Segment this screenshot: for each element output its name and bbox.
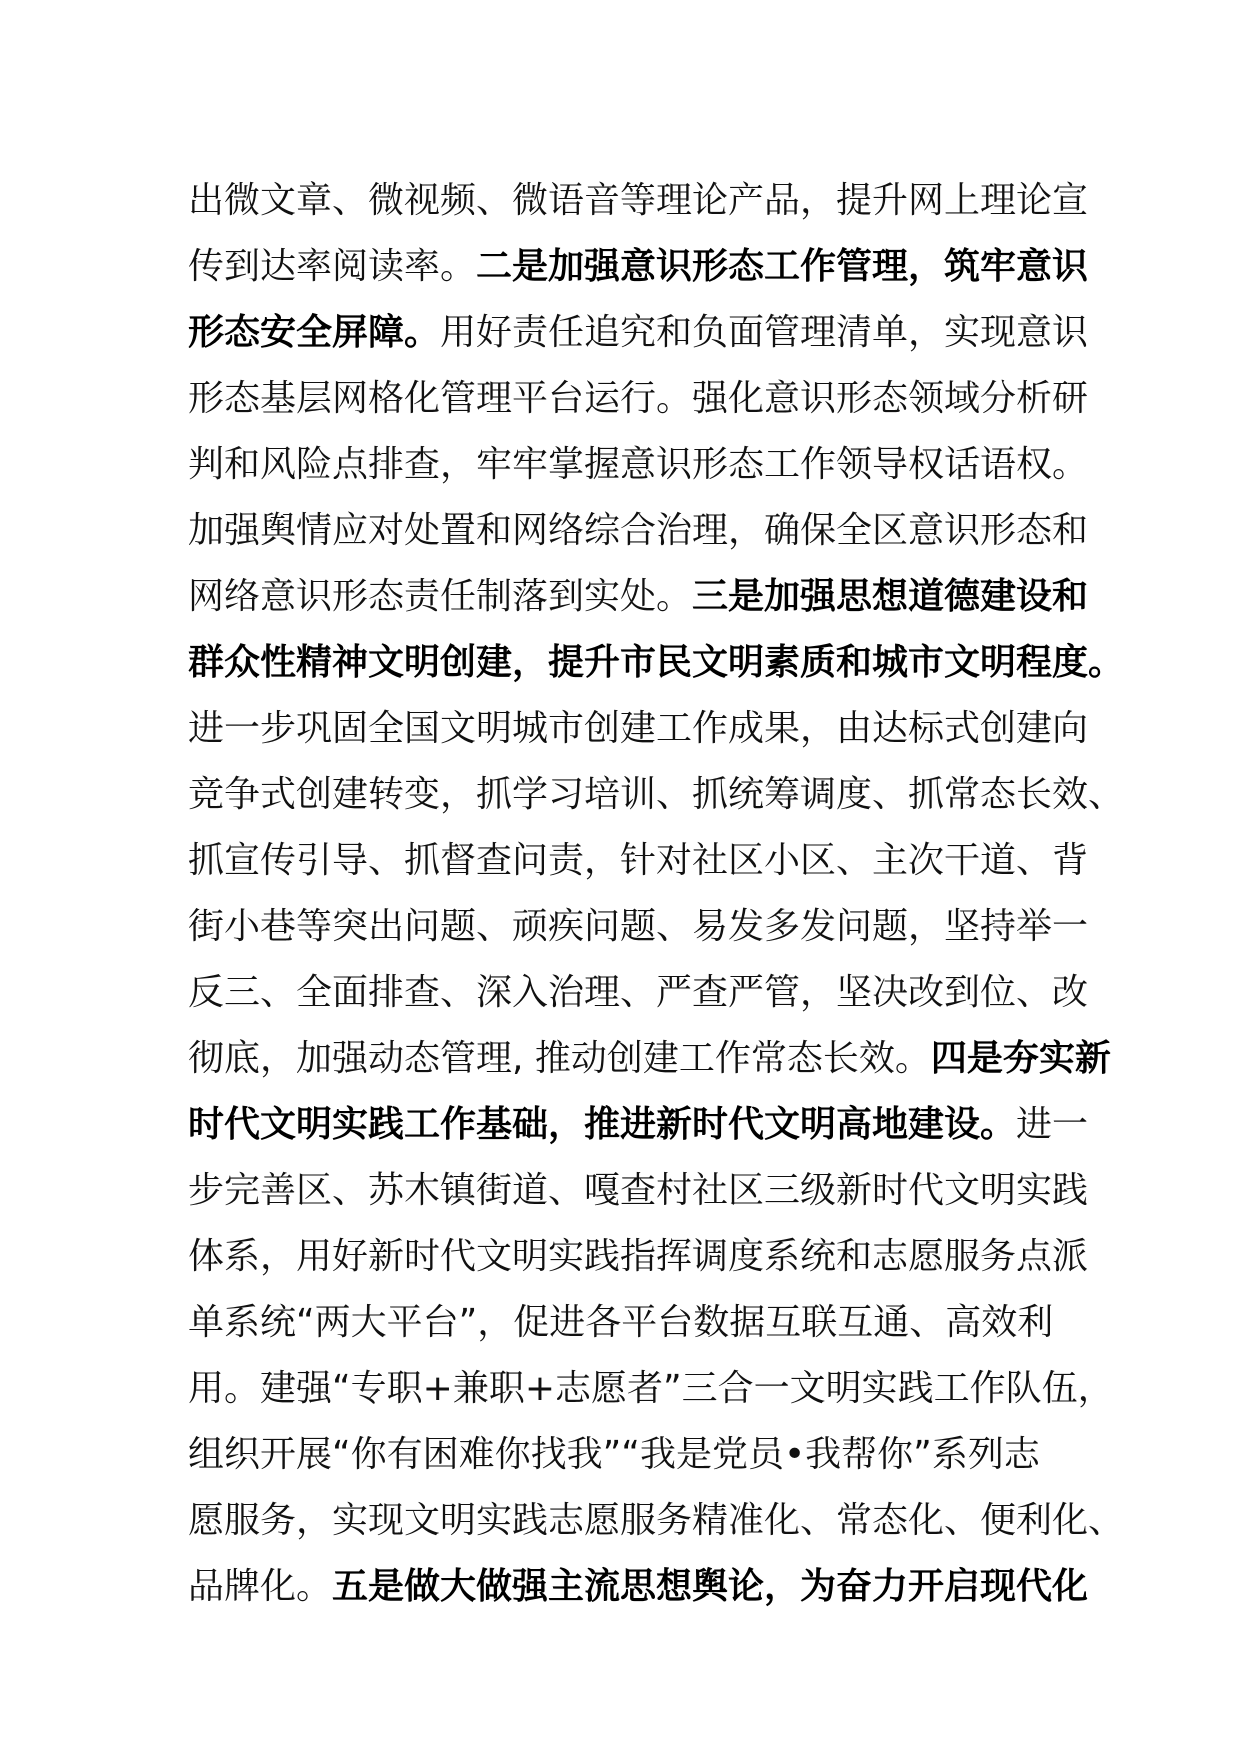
text-line [188, 1554, 1089, 1620]
text-segment: 传到达率阅读率。 [188, 246, 477, 287]
text-line [188, 696, 1089, 762]
text-segment: 抓宣传引导、抓督查问责，针对社区小区、主次干道、背 [188, 840, 1089, 881]
text-segment: 单系统“两大平台”，促进各平台数据互联互通、高效利 [188, 1302, 1054, 1343]
text-segment: 用好责任追究和负面管理清单，实现意识 [440, 312, 1089, 353]
text-line [188, 1224, 1089, 1290]
text-line [188, 1026, 1111, 1092]
text-segment: 反三、全面排查、深入治理、严查严管，坚决改到位、改 [188, 972, 1089, 1013]
text-line [188, 960, 1089, 1026]
text-segment: 组织开展“你有困难你找我”“我是党员•我帮你”系列志 [188, 1434, 1040, 1475]
text-segment: 体系，用好新时代文明实践指挥调度系统和志愿服务点派 [188, 1236, 1089, 1277]
bold-text-segment: 五是做大做强主流思想舆论，为奋力开启现代化 [332, 1566, 1089, 1607]
text-segment: 愿服务，实现文明实践志愿服务精准化、常态化、便利化、 [188, 1500, 1125, 1541]
text-segment: 街小巷等突出问题、顽疾问题、易发多发问题，坚持举一 [188, 906, 1089, 947]
bold-text-segment: 时代文明实践工作基础，推进新时代文明高地建设。 [188, 1104, 1017, 1145]
text-line [188, 1356, 1114, 1422]
text-segment: 品牌化。 [188, 1566, 333, 1607]
text-line [188, 300, 1089, 366]
text-segment: 彻底，加强动态管理, 推动创建工作常态长效。 [188, 1038, 931, 1079]
bold-text-segment: 二是加强意识形态工作管理，筑牢意识 [476, 246, 1089, 287]
text-line [188, 762, 1125, 828]
text-line [188, 234, 1089, 300]
text-line [188, 168, 1089, 234]
text-line [188, 366, 1089, 432]
text-segment: 加强舆情应对处置和网络综合治理，确保全区意识形态和 [188, 510, 1089, 551]
text-line [188, 828, 1089, 894]
text-line [188, 498, 1089, 564]
text-segment: 网络意识形态责任制落到实处。 [188, 576, 693, 617]
bold-text-segment: 形态安全屏障。 [188, 312, 441, 353]
text-line [188, 1488, 1125, 1554]
bold-text-segment: 群众性精神文明创建，提升市民文明素质和城市文明程度。 [188, 642, 1125, 683]
text-line [188, 432, 1089, 498]
text-line [188, 1092, 1089, 1158]
text-segment: 用。建强“专职+兼职+志愿者”三合一文明实践工作队伍， [188, 1368, 1114, 1409]
text-line [188, 630, 1125, 696]
text-segment: 进一步巩固全国文明城市创建工作成果，由达标式创建向 [188, 708, 1089, 749]
text-segment: 步完善区、苏木镇街道、嘎查村社区三级新时代文明实践 [188, 1170, 1089, 1211]
text-line [188, 564, 1089, 630]
text-segment: 进一 [1016, 1104, 1089, 1145]
bold-text-segment: 三是加强思想道德建设和 [692, 576, 1089, 617]
text-segment: 判和风险点排查，牢牢掌握意识形态工作领导权话语权。 [188, 444, 1089, 485]
text-segment: 竞争式创建转变，抓学习培训、抓统筹调度、抓常态长效、 [188, 774, 1125, 815]
text-line [188, 1422, 1068, 1488]
body-text [188, 168, 1125, 1620]
text-line [188, 894, 1089, 960]
text-line [188, 1158, 1089, 1224]
text-line [188, 1290, 1068, 1356]
text-segment: 出微文章、微视频、微语音等理论产品，提升网上理论宣 [188, 180, 1089, 221]
bold-text-segment: 四是夯实新 [930, 1038, 1111, 1079]
text-segment: 形态基层网格化管理平台运行。强化意识形态领域分析研 [188, 378, 1089, 419]
